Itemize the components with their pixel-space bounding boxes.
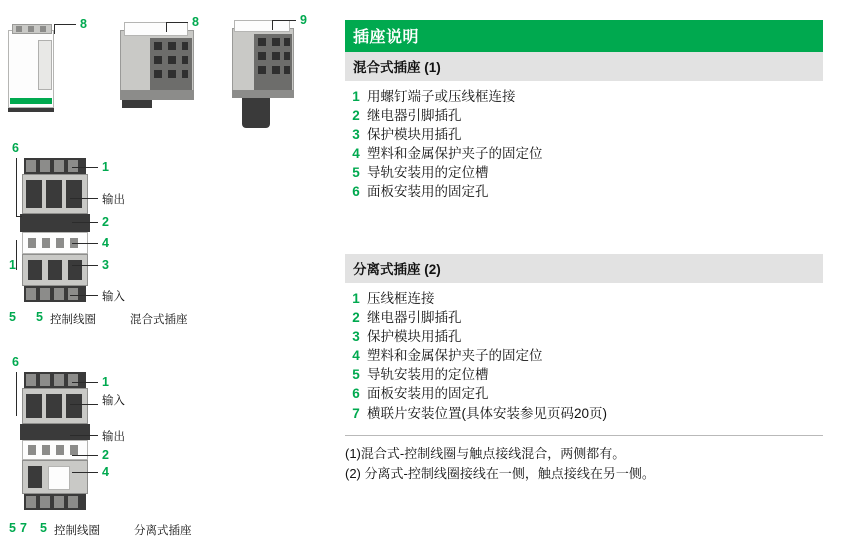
figure-mixed-socket (18, 158, 96, 308)
item-number: 5 (352, 367, 360, 383)
list-item (345, 87, 823, 106)
item-text: 导轨安装用的定位槽 (367, 165, 489, 181)
leader-line (72, 167, 98, 168)
callout-7-bot: 7 (20, 521, 27, 535)
leader-line (16, 240, 17, 270)
item-number: 2 (352, 107, 360, 123)
item-number: 6 (352, 184, 360, 200)
list-item (345, 106, 823, 125)
callout-2-mid: 2 (102, 215, 109, 229)
footnote-1: (1)混合式-控制线圈与触点接线混合，两侧都有。 (345, 446, 626, 462)
leader-line (72, 382, 98, 383)
list-item (345, 327, 823, 346)
item-text: 横联片安装位置(具体安装参见页码20页) (367, 405, 608, 421)
item-text: 用螺钉端子或压线框连接 (367, 88, 516, 104)
list-item (345, 145, 823, 164)
callout-9-fig3: 9 (300, 13, 307, 27)
leader-line (272, 20, 273, 30)
figure-separated-socket (18, 372, 98, 520)
caption-type-mid: 混合式插座 (130, 314, 188, 326)
item-number: 6 (352, 386, 360, 402)
label-input-mid: 输入 (102, 291, 125, 303)
callout-5-mid-a: 5 (9, 310, 16, 324)
item-text: 导轨安装用的定位槽 (367, 367, 489, 383)
callout-3-mid: 3 (102, 258, 109, 272)
item-number: 1 (352, 88, 360, 104)
caption-type-bot: 分离式插座 (134, 525, 192, 537)
list-item (345, 385, 823, 404)
item-text: 塑料和金属保护夹子的固定位 (367, 146, 543, 162)
callout-6-mid: 6 (12, 141, 19, 155)
leader-line (272, 20, 296, 21)
item-text: 保护模块用插孔 (367, 328, 462, 344)
leader-line (70, 295, 98, 296)
panel-title: 插座说明 (345, 20, 823, 52)
list-item (345, 347, 823, 366)
figure-socket-1 (8, 24, 70, 112)
item-number: 3 (352, 328, 360, 344)
leader-line (16, 372, 17, 416)
list-item (345, 404, 823, 423)
list-item (345, 125, 823, 144)
callout-1-bot: 1 (102, 375, 109, 389)
leader-line (70, 404, 98, 405)
callout-6-bot: 6 (12, 355, 19, 369)
leader-line (54, 24, 76, 25)
callout-2-bot: 2 (102, 448, 109, 462)
callout-8-fig2: 8 (192, 15, 199, 29)
section-heading-separated: 分离式插座 (2) (345, 254, 823, 283)
item-text: 保护模块用插孔 (367, 126, 462, 142)
leader-line (166, 22, 188, 23)
item-text: 继电器引脚插孔 (367, 309, 462, 325)
list-item (345, 289, 823, 308)
leader-line (16, 158, 17, 216)
section-heading-mixed: 混合式插座 (1) (345, 52, 823, 81)
leader-line (72, 222, 98, 223)
caption-coil-mid: 控制线圈 (50, 314, 96, 326)
item-number: 2 (352, 309, 360, 325)
list-item (345, 366, 823, 385)
callout-8-fig1: 8 (80, 17, 87, 31)
item-number: 4 (352, 348, 360, 364)
list-item (345, 308, 823, 327)
list-item (345, 164, 823, 183)
section-gap (345, 202, 823, 254)
footnote-divider (345, 435, 823, 436)
figure-socket-3 (232, 20, 310, 132)
leader-line (16, 216, 22, 217)
label-output-mid: 输出 (102, 194, 125, 206)
item-text: 继电器引脚插孔 (367, 107, 462, 123)
leader-line (70, 435, 98, 436)
callout-1-mid-left: 1 (9, 258, 16, 272)
callout-5-mid-b: 5 (36, 310, 43, 324)
leader-line (70, 198, 98, 199)
item-number: 1 (352, 290, 360, 306)
list-item (345, 183, 823, 202)
figure-socket-2 (120, 22, 206, 114)
leader-line (72, 265, 98, 266)
item-number: 5 (352, 165, 360, 181)
callout-5-bot-a: 5 (9, 521, 16, 535)
callout-4-mid: 4 (102, 236, 109, 250)
leader-line (72, 455, 98, 456)
footnote-2: (2) 分离式-控制线圈接线在一侧，触点接线在另一侧。 (345, 465, 655, 481)
item-number: 7 (352, 405, 360, 421)
callout-5-bot-b: 5 (40, 521, 47, 535)
item-number: 3 (352, 126, 360, 142)
mixed-socket-list (345, 87, 823, 202)
callout-4-bot: 4 (102, 465, 109, 479)
item-number: 4 (352, 146, 360, 162)
caption-coil-bot: 控制线圈 (54, 525, 100, 537)
leader-line (72, 472, 98, 473)
item-text: 面板安装用的固定孔 (367, 386, 489, 402)
item-text: 塑料和金属保护夹子的固定位 (367, 348, 543, 364)
callout-1-mid: 1 (102, 160, 109, 174)
item-text: 压线框连接 (367, 290, 435, 306)
leader-line (166, 22, 167, 32)
separated-socket-list (345, 289, 823, 423)
leader-line (54, 24, 55, 34)
label-output-bot: 输出 (102, 431, 125, 443)
socket-description-panel (345, 20, 823, 483)
label-input-bot: 输入 (102, 395, 125, 407)
illustration-area (0, 0, 345, 555)
item-text: 面板安装用的固定孔 (367, 184, 489, 200)
leader-line (72, 243, 98, 244)
